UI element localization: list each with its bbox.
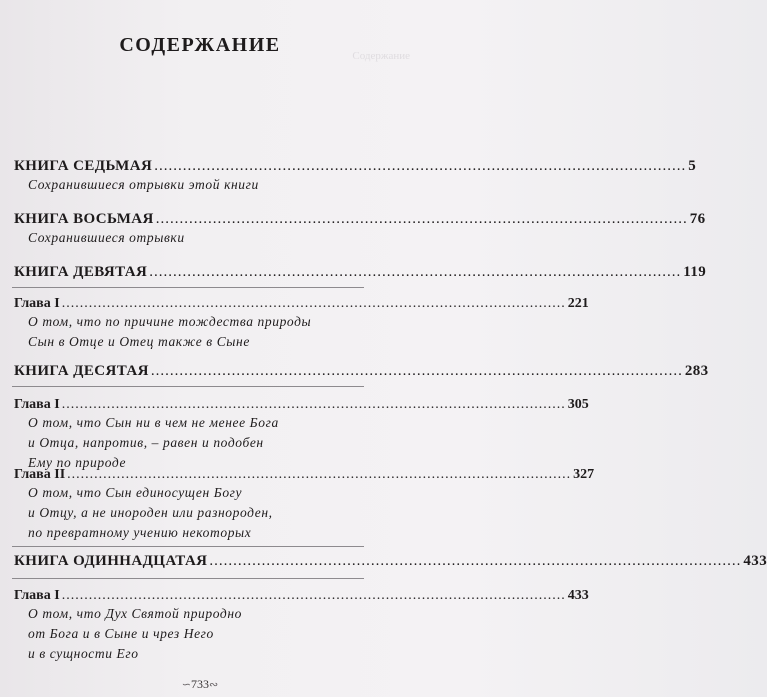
page-title: СОДЕРЖАНИЕ bbox=[119, 34, 281, 56]
dot-leader bbox=[154, 158, 686, 175]
entry-description: Сохранившиеся отрывки этой книги bbox=[28, 177, 259, 192]
entry-label: Глава I bbox=[14, 296, 60, 311]
entry-label: КНИГА ДЕВЯТАЯ bbox=[14, 264, 148, 280]
entry-description: и Отца, напротив, – равен и подобен bbox=[28, 435, 264, 450]
section-divider bbox=[12, 386, 364, 387]
section-divider bbox=[12, 578, 364, 579]
entry-label: Глава II bbox=[14, 467, 66, 482]
ornament-right-icon: ∾ bbox=[209, 679, 219, 691]
toc-entry-line bbox=[14, 397, 589, 413]
dot-leader bbox=[62, 588, 566, 604]
toc-entry-line bbox=[14, 211, 706, 228]
dot-leader bbox=[62, 397, 566, 413]
folio-number: 733 bbox=[191, 677, 209, 691]
entry-description: Сын в Отце и Отец также в Сыне bbox=[28, 334, 250, 349]
toc-entry-line bbox=[14, 467, 595, 483]
toc-entry-line bbox=[14, 158, 697, 175]
bleed-through-text: Содержание bbox=[352, 50, 410, 62]
toc-entry-line bbox=[14, 363, 709, 380]
page-number: 433 bbox=[743, 553, 767, 569]
dot-leader bbox=[151, 363, 683, 380]
dot-leader bbox=[209, 553, 741, 570]
toc-entry-chapter bbox=[14, 397, 589, 473]
page-number: 76 bbox=[689, 211, 706, 227]
page-number: 283 bbox=[684, 363, 709, 379]
toc-entry-book-7 bbox=[14, 158, 697, 195]
page-folio bbox=[0, 677, 400, 692]
entry-description: по превратному учению некоторых bbox=[28, 525, 252, 540]
toc-entry-book-10 bbox=[14, 363, 709, 380]
entry-description: от Бога и в Сыне и чрез Него bbox=[28, 626, 214, 641]
dot-leader bbox=[149, 264, 681, 281]
toc-entry-line bbox=[14, 296, 589, 312]
entry-label: Глава I bbox=[14, 397, 60, 412]
section-divider bbox=[12, 287, 364, 288]
toc-entry-book-9 bbox=[14, 264, 707, 281]
entry-label: Глава I bbox=[14, 588, 60, 603]
toc-entry-chapter bbox=[14, 467, 595, 543]
entry-description: О том, что Сын ни в чем не менее Бога bbox=[28, 415, 279, 430]
page-number: 305 bbox=[567, 397, 589, 412]
page-number: 221 bbox=[567, 296, 589, 311]
entry-description: и в сущности Его bbox=[28, 646, 139, 661]
toc-entry-chapter bbox=[14, 296, 589, 352]
toc-entry-line bbox=[14, 588, 589, 604]
toc-entry-book-8 bbox=[14, 211, 706, 248]
dot-leader bbox=[67, 467, 571, 483]
entry-description: Сохранившиеся отрывки bbox=[28, 230, 185, 245]
toc-entry-book-11 bbox=[14, 553, 767, 570]
toc-entry-line bbox=[14, 553, 767, 570]
toc-entry-chapter bbox=[14, 588, 589, 664]
page-number: 433 bbox=[567, 588, 589, 603]
entry-label: КНИГА ОДИННАДЦАТАЯ bbox=[14, 553, 208, 569]
entry-description: Ему по природе bbox=[28, 455, 127, 470]
entry-label: КНИГА ВОСЬМАЯ bbox=[14, 211, 154, 227]
entry-description: О том, что Дух Святой природно bbox=[28, 606, 242, 621]
entry-description: О том, что Сын единосущен Богу bbox=[28, 485, 243, 500]
section-divider bbox=[12, 546, 364, 547]
page-number: 119 bbox=[683, 264, 707, 280]
page-number: 327 bbox=[573, 467, 595, 482]
ornament-left-icon: ∽ bbox=[181, 679, 191, 691]
dot-leader bbox=[156, 211, 688, 228]
toc-entry-line bbox=[14, 264, 707, 281]
dot-leader bbox=[62, 296, 566, 312]
entry-label: КНИГА СЕДЬМАЯ bbox=[14, 158, 153, 174]
entry-description: и Отцу, а не инороден или разнороден, bbox=[28, 505, 273, 520]
entry-label: КНИГА ДЕСЯТАЯ bbox=[14, 363, 149, 379]
page-number: 5 bbox=[688, 158, 697, 174]
entry-description: О том, что по причине тождества природы bbox=[28, 314, 312, 329]
